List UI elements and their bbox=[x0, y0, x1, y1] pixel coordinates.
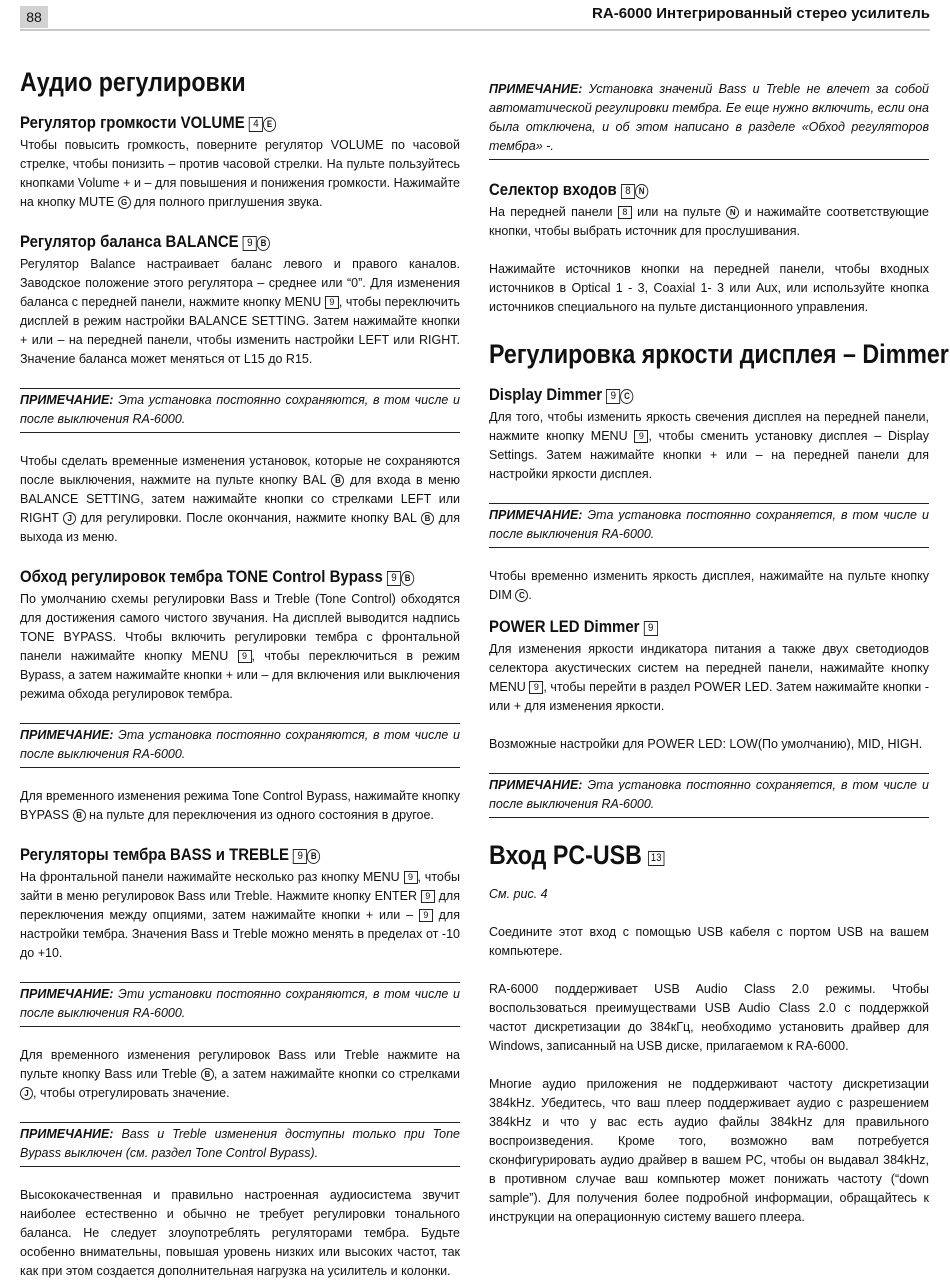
key-ref-box: 9 bbox=[293, 849, 307, 864]
dimmer-section-heading: Регулировка яркости дисплея – Dimmer bbox=[489, 339, 949, 369]
audio-heading: Аудио регулировки bbox=[20, 67, 246, 97]
volume-paragraph: Чтобы повысить громкость, поверните регулятор VOLUME по часовой стрелке, чтобы понизить – против часовой стрелки. На пульте пользуйтесь кнопками Volume + и – для повышения и понижения громкости. Нажимайте на кнопку MUTE G для полного приглушения звука. bbox=[20, 138, 460, 209]
key-ref-box: 8 bbox=[621, 184, 635, 199]
pc-usb-heading: Вход PC-USB 13 bbox=[489, 837, 867, 873]
key-ref-circle: C bbox=[620, 389, 633, 404]
tone-bypass-temp-paragraph: Для временного изменения режима Tone Control Bypass, нажимайте кнопку BYPASS B на пульте для переключения из одного состояния в другое. bbox=[20, 789, 460, 822]
display-dimmer-heading: Display Dimmer 9 C bbox=[489, 384, 876, 406]
pc-usb-paragraph-1: Соедините этот вход с помощью USB кабеля с портом USB на вашем компьютере. bbox=[489, 925, 929, 958]
key-ref-box: 9 bbox=[404, 871, 418, 884]
power-led-note: ПРИМЕЧАНИЕ: Эта установка постоянно сохраняется, в том числе и после выключения RA-6000. bbox=[489, 773, 929, 818]
bass-treble-heading: Регуляторы тембра BASS и TREBLE 9 B bbox=[20, 844, 407, 866]
power-led-paragraph: Для изменения яркости индикатора питания а также двух светодиодов селектора акустических систем на передней панели, нажимайте кнопку MENU 9 , чтобы перейти в раздел POWER LED. Затем нажимайте кнопки - или + для изменения яркости. bbox=[489, 642, 929, 713]
running-title: RA-6000 Интегрированный стерео усилитель bbox=[592, 5, 930, 22]
volume-heading: Регулятор громкости VOLUME 4 E bbox=[20, 112, 407, 134]
key-ref-box: 9 bbox=[644, 621, 658, 636]
power-led-heading: POWER LED Dimmer 9 bbox=[489, 616, 876, 638]
input-sources-paragraph: Нажимайте источников кнопки на передней панели, чтобы входных источников в Optical 1 - 3, Coaxial 1- 3 или Aux, или используйте кнопка источников специального на пульте дистанционного управления. bbox=[489, 262, 929, 314]
balance-temp-paragraph: Чтобы сделать временные изменения установок, которые не сохраняются после выключения, нажмите на пульте кнопку BAL B для входа в меню BALANCE SETTING, затем нажимайте кнопки со стрелками LEFT или RIGHT J для регулировки. После окончания, нажмите кнопку BAL B для выхода из меню. bbox=[20, 454, 461, 544]
key-ref-circle: N bbox=[635, 184, 648, 199]
input-selector-paragraph: На передней панели 8 или на пульте N и нажимайте соответствующие кнопки, чтобы выбрать источник для прослушивания. bbox=[489, 205, 929, 238]
page-header bbox=[0, 0, 950, 34]
key-ref-box: 9 bbox=[606, 389, 620, 404]
bass-treble-note-1: ПРИМЕЧАНИЕ: Эти установки постоянно сохраняются, в том числе и после выключения RA-6000. bbox=[20, 982, 460, 1027]
key-ref-circle: G bbox=[118, 196, 131, 209]
key-ref-box: 13 bbox=[648, 851, 664, 866]
right-column bbox=[489, 78, 949, 1227]
figure-reference: См. рис. 4 bbox=[489, 887, 548, 901]
key-ref-box: 9 bbox=[419, 909, 433, 922]
key-ref-circle: B bbox=[421, 512, 434, 525]
key-ref-circle: B bbox=[401, 571, 414, 586]
bass-treble-temp-paragraph: Для временного изменения регулировок Bass или Treble нажмите на пульте кнопку Bass или Treble B , а затем нажимайте кнопки со стрелками J , чтобы отрегулировать значение. bbox=[20, 1048, 460, 1100]
key-ref-circle: B bbox=[73, 809, 86, 822]
key-ref-circle: B bbox=[331, 474, 344, 487]
key-ref-box: 9 bbox=[325, 296, 339, 309]
bass-treble-auto-note: ПРИМЕЧАНИЕ: Установка значений Bass и Treble не влечет за собой автоматической регулировки тембра. Ее еще нужно включить, если она была отключена, и об этом написано в разделе «Обход регуляторов тембра» -. bbox=[489, 78, 929, 160]
key-ref-circle: B bbox=[201, 1068, 214, 1081]
tone-bypass-paragraph: По умолчанию схемы регулировки Bass и Treble (Tone Control) обходятся для достижения самого чистого звучания. На дисплей выводится надпись TONE BYPASS. Чтобы включить регулировки тембра с фронтальной панели нажимайте кнопку MENU 9 , чтобы переключиться в режим Bypass, а затем нажимайте кнопки + или – для включения или выключения режима обхода регулировок тембра. bbox=[20, 592, 460, 701]
tone-advice-paragraph: Высококачественная и правильно настроенная аудиосистема звучит наиболее естественно и обычно не требует регулировки тонального баланса. Не следует злоупотреблять регуляторами тембра. Будьте особенно внимательны, повышая уровень низких или высоких частот, так как при этом создается дополнительная нагрузка на усилитель и колонки. bbox=[20, 1188, 460, 1278]
key-ref-circle: E bbox=[263, 117, 276, 132]
pc-usb-paragraph-3: Многие аудио приложения не поддерживают частоту дискретизации 384kHz. Убедитесь, что ваш плеер поддерживает аудио с разрешением 384kHz и что у вас есть аудио файлы 384kHz для правильного воспроизведения. Кроме того, возможно вам потребуется сконфигурировать аудио драйвер в вашем PC, чтобы он выдавал 384kHz, в противном случае ваш компьютер может понижать частоту (“down sample”). Для получения более подробной информации, обращайтесь к инструкции на операционную систему вашего плеера. bbox=[489, 1077, 929, 1224]
key-ref-circle: N bbox=[726, 206, 739, 219]
key-ref-circle: B bbox=[307, 849, 320, 864]
balance-note: ПРИМЕЧАНИЕ: Эта установка постоянно сохраняются, в том числе и после выключения RA-6000. bbox=[20, 388, 460, 433]
display-dimmer-paragraph: Для того, чтобы изменить яркость свечения дисплея на передней панели, нажмите кнопку MENU 9 , чтобы сменить установку дисплея – Display Settings. Затем нажимайте кнопки + или – на передней панели для настройки яркости дисплея. bbox=[489, 410, 929, 481]
display-dimmer-note: ПРИМЕЧАНИЕ: Эта установка постоянно сохраняется, в том числе и после выключения RA-6000. bbox=[489, 503, 929, 548]
bass-treble-note-2: ПРИМЕЧАНИЕ: Bass и Treble изменения доступны только при Tone Bypass выключен (см. раздел Tone Control Bypass). bbox=[20, 1122, 460, 1167]
balance-paragraph: Регулятор Balance настраивает баланс левого и правого каналов. Заводское положение этого регулятора – среднее или “0”. Для изменения баланса с передней панели, нажмите кнопку MENU 9 , чтобы переключить дисплей в режим настройки BALANCE SETTING. Затем нажимайте кнопки + или – на передней панели, чтобы изменить настройки LEFT или RIGHT. Значение баланса может меняться от L15 до R15. bbox=[20, 257, 460, 366]
key-ref-box: 9 bbox=[529, 681, 543, 694]
balance-heading: Регулятор баланса BALANCE 9 B bbox=[20, 231, 407, 253]
key-ref-box: 4 bbox=[249, 117, 263, 132]
key-ref-box: 9 bbox=[634, 430, 648, 443]
key-ref-box: 9 bbox=[243, 236, 257, 251]
key-ref-box: 9 bbox=[387, 571, 401, 586]
key-ref-circle: B bbox=[257, 236, 270, 251]
bass-treble-paragraph: На фронтальной панели нажимайте несколько раз кнопку MENU 9 , чтобы зайти в меню регулировок Bass или Treble. Нажмите кнопку ENTER 9 для переключения между опциями, затем нажимайте кнопки + или – 9 для настройки тембра. Значения Bass и Treble можно менять в пределах от -10 до +10. bbox=[20, 870, 460, 960]
key-ref-circle: J bbox=[20, 1087, 33, 1100]
display-dimmer-temp-paragraph: Чтобы временно изменить яркость дисплея, нажимайте на пульте кнопку DIM C . bbox=[489, 569, 929, 602]
key-ref-box: 8 bbox=[618, 206, 632, 219]
left-column bbox=[20, 64, 460, 1281]
key-ref-box: 9 bbox=[421, 890, 435, 903]
input-selector-heading: Селектор входов 8 N bbox=[489, 179, 876, 201]
tone-bypass-heading: Обход регулировок тембра TONE Control Bypass 9 B bbox=[20, 566, 407, 588]
power-led-settings: Возможные настройки для POWER LED: LOW(По умолчанию), MID, HIGH. bbox=[489, 737, 923, 751]
tone-bypass-note: ПРИМЕЧАНИЕ: Эта установка постоянно сохраняются, в том числе и после выключения RA-6000. bbox=[20, 723, 460, 768]
key-ref-circle: J bbox=[63, 512, 76, 525]
key-ref-box: 9 bbox=[238, 650, 252, 663]
header-rule bbox=[20, 29, 930, 31]
pc-usb-paragraph-2: RA-6000 поддерживает USB Audio Class 2.0 режимы. Чтобы воспользоваться преимуществами USB Audio Class 2.0 с поддержкой частот дискретизации до 384кГц, необходимо установить драйвер для Windows, записанный на USB диске, прилагаемом к RA-6000. bbox=[489, 982, 929, 1053]
page-number: 88 bbox=[20, 6, 48, 28]
key-ref-circle: C bbox=[515, 589, 528, 602]
